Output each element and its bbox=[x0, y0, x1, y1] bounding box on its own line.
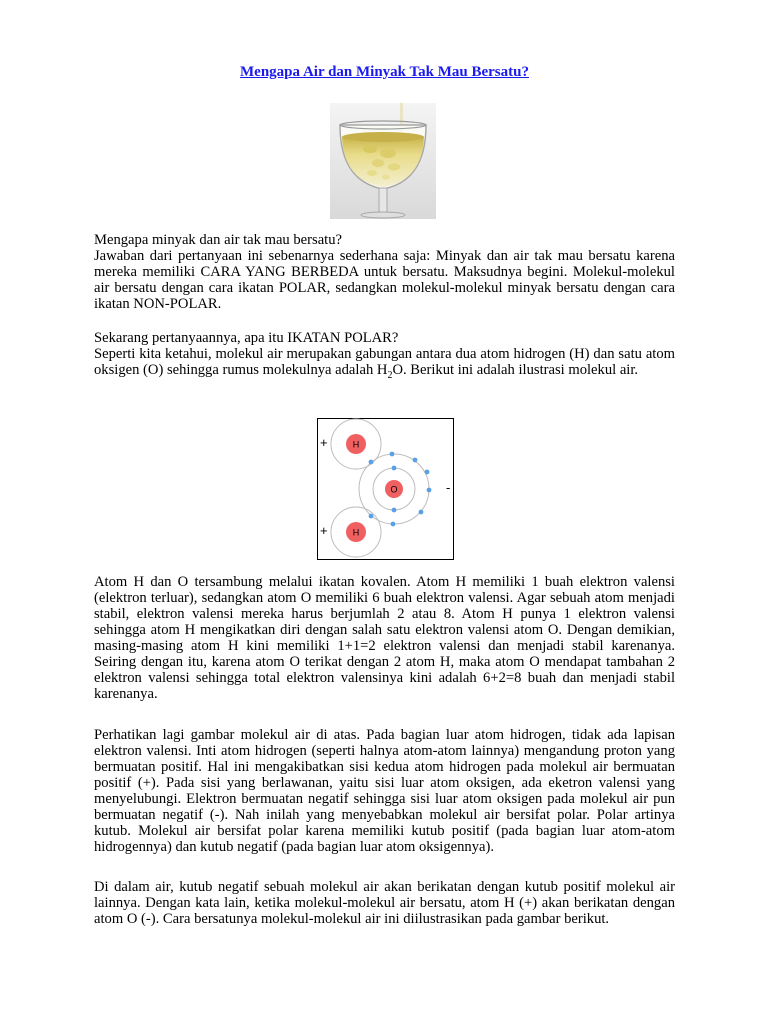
paragraph-3 bbox=[94, 574, 675, 702]
question-line: Mengapa minyak dan air tak mau bersatu? bbox=[94, 232, 343, 248]
electron bbox=[369, 514, 374, 519]
polarity-text: Perhatikan lagi gambar molekul air di atas. Pada bagian luar atom hidrogen, tidak ada lapisan elektron valensi. Inti atom hidrogen (seperti halnya atom-atom lainnya) mengandung proton yang bermuatan positif. Hal ini mengakibatkan sisi kedua atom hidrogen pada molekul air bermuatan positif (+). Pada sisi yang berlawanan, yaitu sisi luar atom oksigen, ada eketron valensi yang menyelubungi. Elektron bermuatan negatif sehingga sisi luar atom oksigen pada molekul air pun bermuatan negatif (-). Nah inilah yang menyebabkan molekul air bersifat polar. Polar artinya kutub. Molekul air bersifat polar karena memiliki kutub positif (pada bagian luar atom-atom hidrogennya) dan kutub negatif (pada bagian luar atom oksigennya). bbox=[94, 727, 675, 855]
polar-question-line: Sekarang pertanyaannya, apa itu IKATAN POLAR? bbox=[94, 330, 399, 346]
glass-illustration bbox=[330, 103, 436, 219]
electron bbox=[391, 522, 396, 527]
covalent-bond-text: Atom H dan O tersambung melalui ikatan kovalen. Atom H memiliki 1 buah elektron valensi (elektron terluar), sedangkan atom O memiliki 6 buah elektron valensi. Agar sebuah atom menjadi stabil, elektron valensi mereka harus berjumlah 2 atau 8. Atom H punya 1 elektron valensi sehingga atom H mengikatkan diri dengan salah satu elektron valensi atom O. Dengan demikian, masing-masing atom H kini memiliki 1+1=2 elektron valensi dan menjadi stabil karenanya. Seiring dengan itu, karena atom O terikat dengan 2 atom H, maka atom O mendapat tambahan 2 elektron valensi sehingga total elektron valensinya kini adalah 6+2=8 buah dan menjadi stabil karenanya. bbox=[94, 574, 675, 702]
paragraph-4 bbox=[94, 727, 675, 855]
electron bbox=[392, 508, 397, 513]
electron bbox=[392, 466, 397, 471]
bonding-text: Di dalam air, kutub negatif sebuah molekul air akan berikatan dengan kutub positif molekul air lainnya. Dengan kata lain, ketika molekul-molekul air bersatu, atom H (+) akan berikatan dengan atom O (-). Cara bersatunya molekul-molekul air ini diilustrasikan pada gambar berikut. bbox=[94, 879, 675, 927]
paragraph-1 bbox=[94, 232, 675, 312]
water-molecule-svg bbox=[317, 418, 454, 560]
water-molecule-text-after: O. Berikut ini adalah ilustrasi molekul air. bbox=[392, 362, 639, 378]
minus-sign: - bbox=[446, 480, 451, 495]
electron bbox=[369, 460, 374, 465]
atom-h-top-label: H bbox=[352, 439, 360, 450]
answer-text: Jawaban dari pertanyaan ini sebenarnya sederhana saja: Minyak dan air tak mau bersatu karena mereka memiliki CARA YANG BERBEDA untuk bersatu. Maksudnya begini. Molekul-molekul air bersatu dengan cara ikatan POLAR, sedangkan molekul-molekul minyak bersatu dengan cara ikatan NON-POLAR. bbox=[94, 248, 675, 312]
electron bbox=[413, 458, 418, 463]
electron bbox=[419, 510, 424, 515]
water-molecule-diagram bbox=[317, 418, 454, 560]
electron bbox=[390, 452, 395, 457]
formula-subscript: 2 bbox=[387, 369, 393, 381]
paragraph-5 bbox=[94, 879, 675, 927]
paragraph-2 bbox=[94, 330, 675, 381]
electron bbox=[427, 488, 432, 493]
oil-water-glass-image bbox=[330, 103, 436, 219]
water-molecule-text bbox=[94, 346, 675, 381]
water-molecule-text-before: Seperti kita ketahui, molekul air merupakan gabungan antara dua atom hidrogen (H) dan satu atom oksigen (O) sehingga rumus molekulnya adalah H bbox=[94, 346, 675, 378]
plus-sign-top: + bbox=[320, 435, 328, 450]
electron bbox=[425, 470, 430, 475]
atom-h-bottom-label: H bbox=[352, 527, 360, 538]
plus-sign-bottom: + bbox=[320, 523, 328, 538]
page-title[interactable]: Mengapa Air dan Minyak Tak Mau Bersatu? bbox=[240, 64, 529, 80]
atom-o-label: O bbox=[390, 484, 398, 495]
